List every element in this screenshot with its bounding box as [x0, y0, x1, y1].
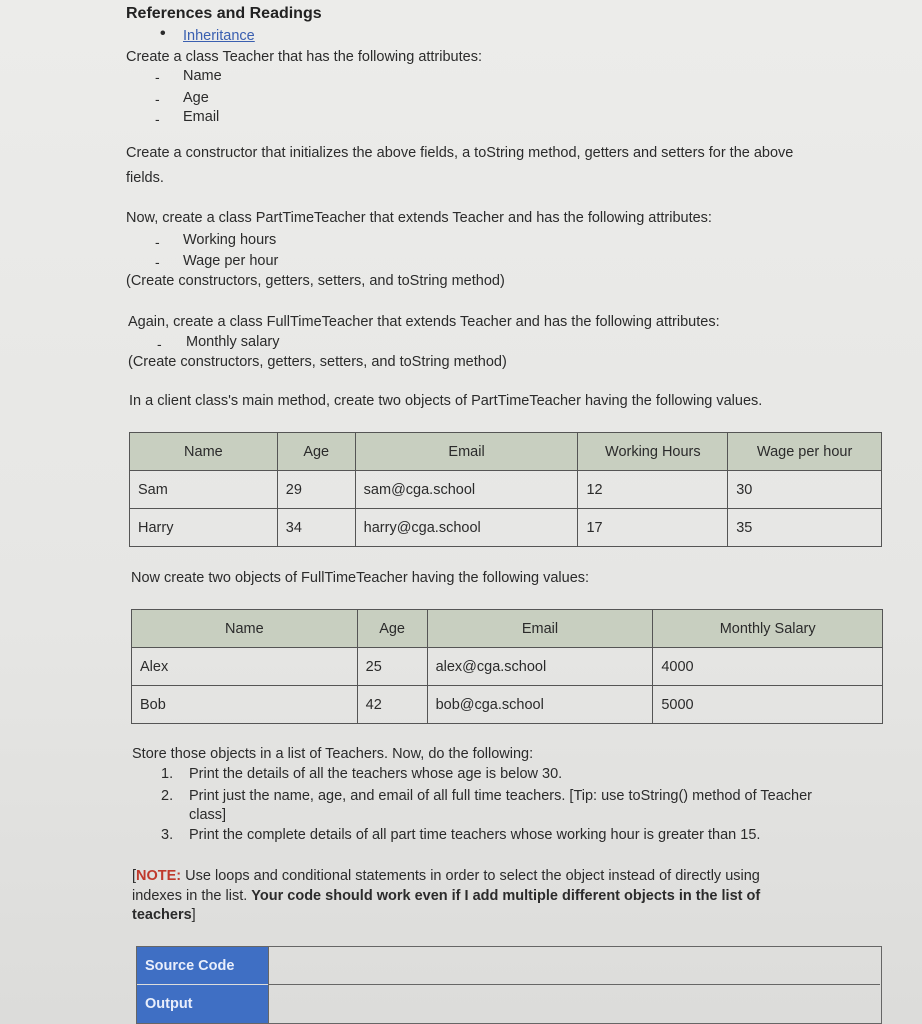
- note-text-1: Use loops and conditional statements in order to select the object instead of directly using: [181, 868, 760, 884]
- task-number: 3.: [161, 827, 174, 843]
- note-open-bracket: [: [132, 868, 137, 884]
- task-number: 2.: [161, 788, 174, 804]
- header-name: Name: [130, 433, 278, 471]
- constructor-line-2: fields.: [126, 170, 164, 186]
- full-time-intro: Again, create a class FullTimeTeacher that extends Teacher and has the following attributes:: [128, 314, 720, 330]
- cell-age: 42: [357, 686, 427, 724]
- dash-icon: -: [155, 91, 160, 107]
- note-text-3: teachers: [132, 907, 192, 923]
- cell-name: Bob: [132, 686, 358, 724]
- dash-icon: -: [155, 234, 160, 250]
- tasks-intro: Store those objects in a list of Teachers. Now, do the following:: [132, 746, 534, 762]
- table-header-row: [132, 610, 883, 648]
- task-3-text: Print the complete details of all part time teachers whose working hour is greater than 15.: [189, 827, 761, 843]
- part-time-intro: Now, create a class PartTimeTeacher that extends Teacher and has the following attributes:: [126, 210, 712, 226]
- teacher-attr-name: Name: [183, 68, 222, 84]
- cell-email: alex@cga.school: [427, 648, 653, 686]
- dash-icon: -: [155, 254, 160, 270]
- cell-wage: 35: [728, 509, 882, 547]
- note-line-3: [132, 907, 196, 923]
- cell-email: bob@cga.school: [427, 686, 653, 724]
- part-time-note: (Create constructors, getters, setters, and toString method): [126, 273, 505, 289]
- teacher-intro: Create a class Teacher that has the following attributes:: [126, 49, 482, 65]
- dash-icon: -: [157, 336, 162, 352]
- cell-age: 29: [277, 471, 355, 509]
- dash-icon: -: [155, 69, 160, 85]
- task-number: 1.: [161, 766, 174, 782]
- header-age: Age: [277, 433, 355, 471]
- cell-name: Harry: [130, 509, 278, 547]
- full-time-attr-salary: Monthly salary: [186, 334, 280, 350]
- note-line-2: [132, 888, 760, 904]
- source-code-field[interactable]: [268, 947, 880, 985]
- note-text-2a: indexes in the list.: [132, 888, 252, 904]
- task-1-text: Print the details of all the teachers whose age is below 30.: [189, 766, 563, 782]
- note-text-2b: Your code should work even if I add multiple different objects in the list of: [251, 888, 761, 904]
- cell-age: 25: [357, 648, 427, 686]
- teacher-attr-email: Email: [183, 109, 220, 125]
- part-time-attr-hours: Working hours: [183, 232, 277, 248]
- header-working-hours: Working Hours: [578, 433, 728, 471]
- cell-name: Alex: [132, 648, 358, 686]
- cell-age: 34: [277, 509, 355, 547]
- submission-table: [136, 946, 882, 1024]
- table-row: [130, 509, 882, 547]
- output-field[interactable]: [268, 985, 880, 1023]
- table-row: [132, 648, 883, 686]
- output-label: [137, 985, 269, 1023]
- table-row: [132, 686, 883, 724]
- constructor-line-1: Create a constructor that initializes the above fields, a toString method, getters and setters for the above: [126, 145, 794, 161]
- source-code-label: [137, 947, 269, 984]
- output-label-text: Output: [145, 996, 193, 1012]
- header-email: Email: [427, 610, 653, 648]
- cell-email: sam@cga.school: [355, 471, 578, 509]
- full-time-table-intro: Now create two objects of FullTimeTeacher having the following values:: [131, 570, 590, 586]
- header-wage: Wage per hour: [728, 433, 882, 471]
- table-header-row: [130, 433, 882, 471]
- part-time-attr-wage: Wage per hour: [183, 253, 279, 269]
- full-time-note: (Create constructors, getters, setters, and toString method): [128, 354, 507, 370]
- header-age: Age: [357, 610, 427, 648]
- header-email: Email: [355, 433, 578, 471]
- part-time-table: [129, 432, 882, 547]
- cell-monthly-salary: 5000: [653, 686, 883, 724]
- note-label: NOTE:: [136, 868, 182, 884]
- cell-working-hours: 17: [578, 509, 728, 547]
- bullet-icon: •: [160, 25, 166, 42]
- cell-wage: 30: [728, 471, 882, 509]
- section-title: References and Readings: [126, 5, 322, 22]
- dash-icon: -: [155, 111, 160, 127]
- header-monthly-salary: Monthly Salary: [653, 610, 883, 648]
- cell-name: Sam: [130, 471, 278, 509]
- task-2-text-cont: class]: [189, 807, 227, 823]
- full-time-table: [131, 609, 883, 724]
- inheritance-link[interactable]: Inheritance: [183, 28, 255, 44]
- task-2-text: Print just the name, age, and email of all full time teachers. [Tip: use toString() method of Teacher: [189, 788, 813, 804]
- cell-monthly-salary: 4000: [653, 648, 883, 686]
- cell-email: harry@cga.school: [355, 509, 578, 547]
- note-close-bracket: ]: [191, 907, 196, 923]
- note-line-1: [132, 868, 760, 884]
- header-name: Name: [132, 610, 358, 648]
- table-row: [130, 471, 882, 509]
- source-code-label-text: Source Code: [145, 957, 235, 974]
- cell-working-hours: 12: [578, 471, 728, 509]
- part-time-table-intro: In a client class's main method, create two objects of PartTimeTeacher having the following values.: [129, 393, 763, 409]
- teacher-attr-age: Age: [183, 90, 209, 106]
